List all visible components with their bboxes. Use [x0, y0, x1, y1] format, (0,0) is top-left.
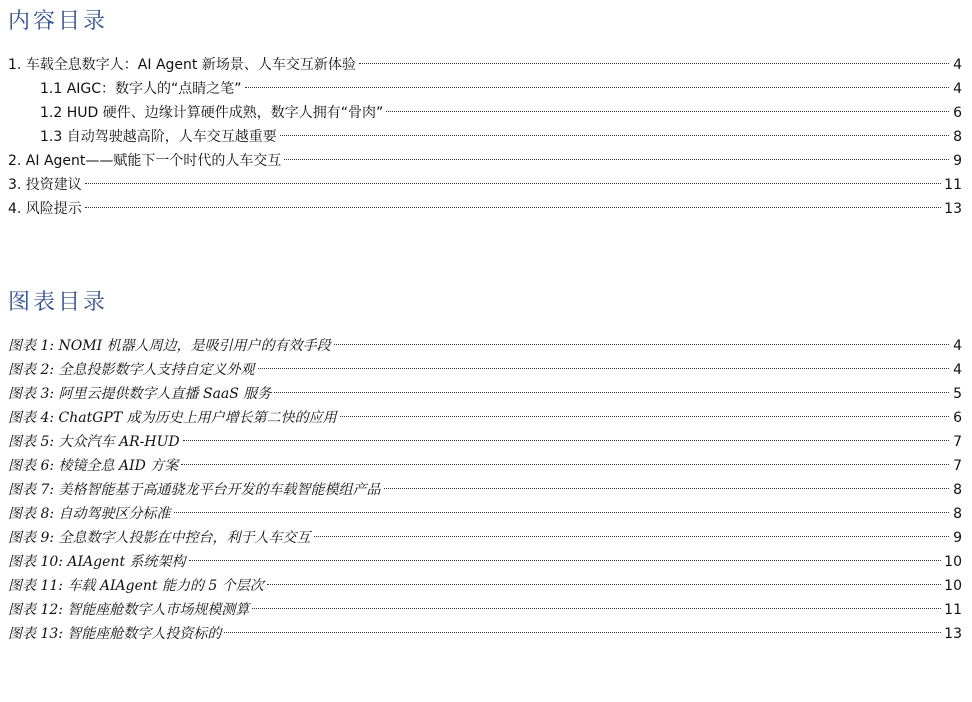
dot-leader	[340, 416, 949, 417]
dot-leader	[174, 512, 949, 513]
figure-entry-label[interactable]: 图表 1: NOMI 机器人周边，是吸引用户的有效手段	[8, 338, 331, 354]
figure-entry-label[interactable]: 图表 11: 车载 AIAgent 能力的 5 个层次	[8, 578, 264, 594]
figure-entry[interactable]	[8, 334, 962, 358]
dot-leader	[85, 207, 941, 208]
page-number: 13	[944, 201, 962, 217]
toc-entry[interactable]	[8, 53, 962, 77]
figure-entry-label[interactable]: 图表 3: 阿里云提供数字人直播 SaaS 服务	[8, 386, 272, 402]
dot-leader	[85, 183, 941, 184]
dot-leader	[183, 440, 949, 441]
page-number: 10	[944, 554, 962, 570]
figure-entry-label[interactable]: 图表 5: 大众汽车 AR-HUD	[8, 434, 180, 450]
page-number: 6	[953, 410, 962, 426]
toc-entry-label[interactable]: 4. 风险提示	[8, 201, 82, 217]
dot-leader	[267, 584, 941, 585]
contents-title: 内容目录	[8, 9, 109, 34]
toc-entry-label[interactable]: 1.1 AIGC：数字人的“点睛之笔”	[40, 81, 242, 97]
toc-entry-label[interactable]: 1.3 自动驾驶越高阶，人车交互越重要	[40, 129, 277, 145]
page-number: 8	[953, 506, 962, 522]
dot-leader	[224, 632, 941, 633]
figure-entry-label[interactable]: 图表 9: 全息数字人投影在中控台，利于人车交互	[8, 530, 311, 546]
figure-entry[interactable]	[8, 526, 962, 550]
page-number: 9	[953, 153, 962, 169]
dot-leader	[284, 159, 949, 160]
page-number: 6	[953, 105, 962, 121]
page-number: 8	[953, 129, 962, 145]
page-number: 4	[953, 81, 962, 97]
dot-leader	[252, 608, 941, 609]
figure-entry[interactable]	[8, 598, 962, 622]
page-number: 4	[953, 57, 962, 73]
dot-leader	[274, 392, 949, 393]
figure-entry[interactable]	[8, 406, 962, 430]
dot-leader	[181, 464, 949, 465]
figure-entry[interactable]	[8, 622, 962, 646]
toc-entry-label[interactable]: 2. AI Agent——赋能下一个时代的人车交互	[8, 153, 282, 169]
figure-entry-label[interactable]: 图表 6: 棱镜全息 AID 方案	[8, 458, 179, 474]
page-number: 11	[944, 177, 962, 193]
page-number: 11	[944, 602, 962, 618]
page-number: 9	[953, 530, 962, 546]
figure-entry-label[interactable]: 图表 10: AIAgent 系统架构	[8, 554, 186, 570]
figure-entry[interactable]	[8, 550, 962, 574]
figure-entry[interactable]	[8, 358, 962, 382]
toc-entry[interactable]	[8, 101, 962, 125]
figure-entry-label[interactable]: 图表 13: 智能座舱数字人投资标的	[8, 626, 222, 642]
figure-entry[interactable]	[8, 502, 962, 526]
dot-leader	[189, 560, 942, 561]
toc-entry[interactable]	[8, 149, 962, 173]
figure-entry-label[interactable]: 图表 8: 自动驾驶区分标准	[8, 506, 171, 522]
toc-entry[interactable]	[8, 197, 962, 221]
dot-leader	[245, 87, 949, 88]
figure-entry-label[interactable]: 图表 12: 智能座舱数字人市场规模测算	[8, 602, 250, 618]
toc-entry[interactable]	[8, 77, 962, 101]
figure-entry[interactable]	[8, 454, 962, 478]
dot-leader	[359, 63, 949, 64]
toc-entry-label[interactable]: 1. 车载全息数字人：AI Agent 新场景、人车交互新体验	[8, 57, 356, 73]
dot-leader	[280, 135, 949, 136]
page-number: 4	[953, 338, 962, 354]
page-number: 13	[944, 626, 962, 642]
dot-leader	[386, 111, 949, 112]
page-number: 10	[944, 578, 962, 594]
page-number: 4	[953, 362, 962, 378]
toc-entry[interactable]	[8, 125, 962, 149]
page-number: 7	[953, 458, 962, 474]
figure-entry[interactable]	[8, 574, 962, 598]
figure-entry[interactable]	[8, 478, 962, 502]
figure-entry[interactable]	[8, 430, 962, 454]
list-of-figures	[8, 334, 962, 646]
dot-leader	[258, 368, 949, 369]
dot-leader	[334, 344, 949, 345]
figure-entry[interactable]	[8, 382, 962, 406]
toc-entry[interactable]	[8, 173, 962, 197]
page-number: 7	[953, 434, 962, 450]
figures-title: 图表目录	[8, 290, 109, 315]
figure-entry-label[interactable]: 图表 4: ChatGPT 成为历史上用户增长第二快的应用	[8, 410, 337, 426]
figure-entry-label[interactable]: 图表 2: 全息投影数字人支持自定义外观	[8, 362, 255, 378]
page-number: 8	[953, 482, 962, 498]
figure-entry-label[interactable]: 图表 7: 美格智能基于高通骁龙平台开发的车载智能模组产品	[8, 482, 381, 498]
table-of-contents	[8, 53, 962, 221]
dot-leader	[314, 536, 949, 537]
toc-entry-label[interactable]: 3. 投资建议	[8, 177, 82, 193]
dot-leader	[384, 488, 949, 489]
toc-entry-label[interactable]: 1.2 HUD 硬件、边缘计算硬件成熟，数字人拥有“骨肉”	[40, 105, 384, 121]
page-number: 5	[953, 386, 962, 402]
